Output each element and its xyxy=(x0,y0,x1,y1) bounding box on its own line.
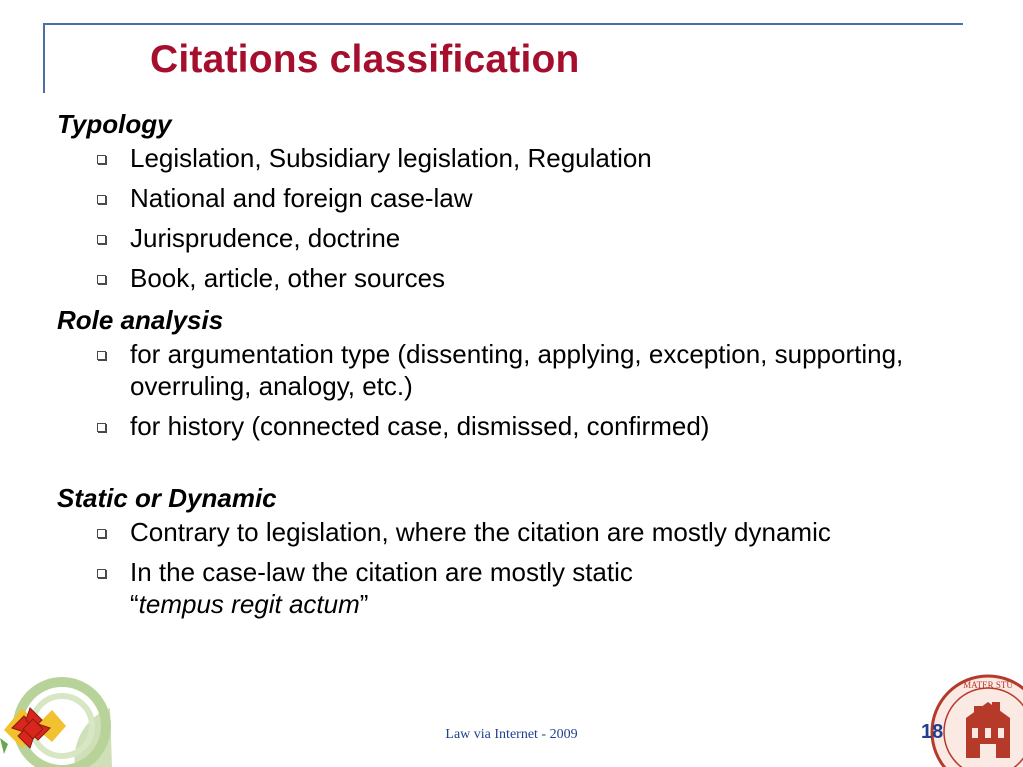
square-bullet-icon xyxy=(97,275,106,284)
footer-text: Law via Internet - 2009 xyxy=(445,727,578,742)
list-item-text: for history (connected case, dismissed, confirmed) xyxy=(130,411,710,441)
square-bullet-icon xyxy=(97,195,106,204)
square-bullet-icon xyxy=(97,423,106,432)
latin-quote: tempus regit actum xyxy=(138,589,360,619)
list-item xyxy=(57,182,957,214)
list-item-text: Contrary to legislation, where the citation are mostly dynamic xyxy=(130,517,831,547)
list-item-text: In the case-law the citation are mostly static xyxy=(130,557,633,587)
list-item xyxy=(57,556,957,620)
project-logo-icon xyxy=(0,668,112,767)
list-item-text: for argumentation type (dissenting, applying, exception, supporting, overruling, analogy, etc.) xyxy=(130,339,904,401)
section-spacer xyxy=(57,450,957,480)
bullet-list-typology xyxy=(57,142,957,294)
square-bullet-icon xyxy=(97,155,106,164)
square-bullet-icon xyxy=(97,235,106,244)
list-item xyxy=(57,338,957,402)
list-item-text: Jurisprudence, doctrine xyxy=(130,223,401,253)
quote-close: ” xyxy=(359,589,369,619)
svg-text:MATER STU: MATER STU xyxy=(963,680,1013,690)
list-item xyxy=(57,262,957,294)
square-bullet-icon xyxy=(97,569,106,578)
square-bullet-icon xyxy=(97,351,106,360)
university-seal-icon xyxy=(928,672,1023,767)
bullet-list-static-dynamic xyxy=(57,516,957,620)
list-item xyxy=(57,222,957,254)
section-heading-typology: Typology xyxy=(57,109,172,139)
list-item xyxy=(57,410,957,442)
page-number: 18 xyxy=(921,721,944,743)
slide-content xyxy=(57,106,957,628)
slide-title: Citations classification xyxy=(150,38,580,81)
list-item xyxy=(57,516,957,548)
quote-open: “ xyxy=(130,589,139,619)
frame-vertical-line xyxy=(43,23,45,93)
list-item-text: Book, article, other sources xyxy=(130,263,446,293)
square-bullet-icon xyxy=(97,529,106,538)
section-heading-static-dynamic: Static or Dynamic xyxy=(57,483,277,513)
list-item-text: Legislation, Subsidiary legislation, Regulation xyxy=(130,143,652,173)
list-item-text: National and foreign case-law xyxy=(130,183,473,213)
section-heading-role-analysis: Role analysis xyxy=(57,305,224,335)
list-item xyxy=(57,142,957,174)
frame-horizontal-line xyxy=(43,23,963,25)
bullet-list-role-analysis xyxy=(57,338,957,442)
